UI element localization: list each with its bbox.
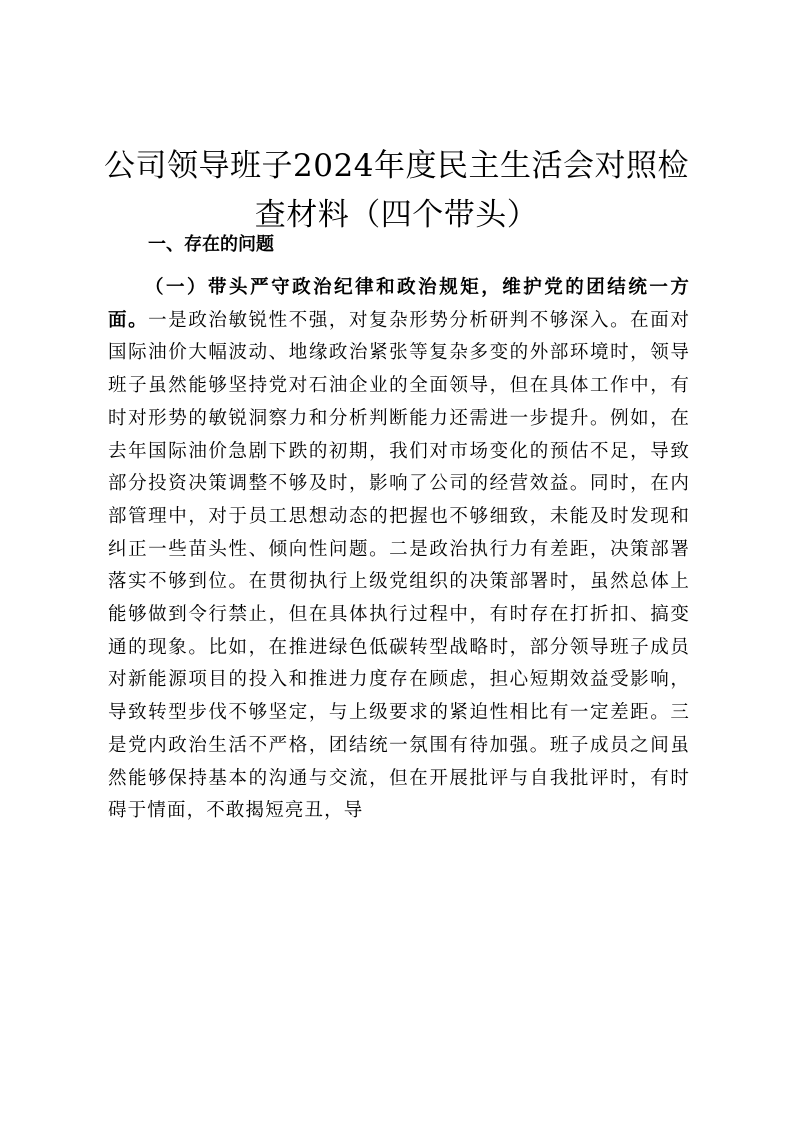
document-title: 公司领导班子2024年度民主生活会对照检查材料（四个带头）: [104, 148, 689, 233]
section-heading: 一、存在的问题: [148, 234, 274, 255]
subsection-heading: （一）带头严守政治纪律和政治规矩，维护党的团结统一方面。: [108, 277, 690, 331]
body-paragraph: [108, 272, 690, 828]
paragraph-body-text: 一是政治敏锐性不强，对复杂形势分析研判不够深入。在面对国际油价大幅波动、地缘政治紧张等复杂多变的外部环境时，领导班子虽然能够坚持党对石油企业的全面领导，但在具体工作中，有时对形势的敏锐洞察力和分析判断能力还需进一步提升。例如，在去年国际油价急剧下跌的初期，我们对市场变化的预估不足，导致部分投资决策调整不够及时，影响了公司的经营效益。同时，在内部管理中，对于员工思想动态的把握也不够细致，未能及时发现和纠正一些苗头性、倾向性问题。二是政治执行力有差距，决策部署落实不够到位。在贯彻执行上级党组织的决策部署时，虽然总体上能够做到令行禁止，但在具体执行过程中，有时存在打折扣、搞变通的现象。比如，在推进绿色低碳转型战略时，部分领导班子成员对新能源项目的投入和推进力度存在顾虑，担心短期效益受影响，导致转型步伐不够坚定，与上级要求的紧迫性相比有一定差距。三是党内政治生活不严格，团结统一氛围有待加强。班子成员之间虽然能够保持基本的沟通与交流，但在开展批评与自我批评时，有时碍于情面，不敢揭短亮丑，导: [108, 309, 690, 822]
